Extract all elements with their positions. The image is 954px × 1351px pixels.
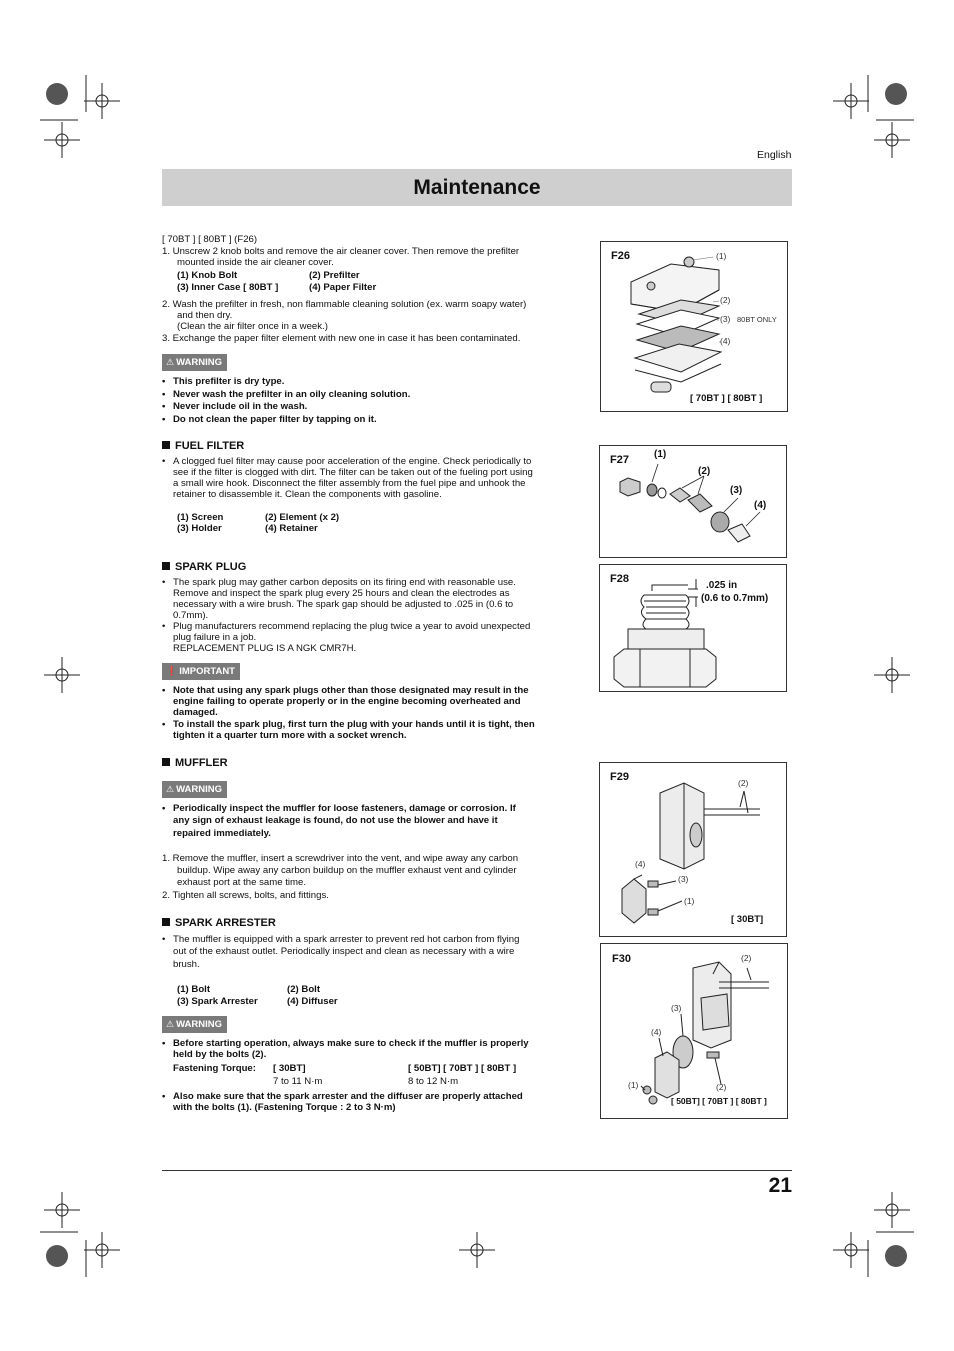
f26-callout-2: (2) [720,295,731,305]
muffler-warning-line-3: repaired immediately. [173,828,271,839]
torque-value-a: 7 to 11 N·m [273,1076,323,1087]
spark-arrester-warning-1b: held by the bolts (2). [173,1049,267,1060]
figure-f30 [600,943,788,1119]
air-filter-warning-3: • Never include oil in the wash. [173,401,307,412]
f26-callout-4: (4) [720,336,731,346]
air-filter-illustration [601,242,787,411]
spark-arrester-line-2: out of the exhaust outlet. Periodically inspect and clean as necessary with a wire [173,946,515,957]
f27-callout-4: (4) [754,500,767,511]
important-badge-label: IMPORTANT [179,666,235,677]
spark-arrester-part-4: (4) Diffuser [287,996,338,1007]
fuel-filter-part-3: (3) Holder [177,523,222,534]
figure-f29 [599,762,787,937]
fuel-filter-part-1: (1) Screen [177,512,224,523]
spark-plug-line-5: • Plug manufacturers recommend replacing the plug twice a year to avoid unexpected [173,621,530,632]
figure-f28 [599,564,787,692]
torque-label: Fastening Torque: [173,1063,256,1074]
fuel-filter-line-1: • A clogged fuel filter may cause poor acceleration of the engine. Check periodically to [173,456,531,467]
air-filter-step1-line2: mounted inside the air cleaner cover. [177,257,334,268]
spark-arrester-heading: SPARK ARRESTER [162,917,276,929]
air-filter-warning-2: • Never wash the prefilter in an oily cleaning solution. [173,389,410,400]
muffler-heading: MUFFLER [162,757,228,769]
spark-plug-line-6: plug failure in a job. [173,632,257,643]
figure-f28-label: F28 [610,573,629,585]
air-filter-part-2: (2) Prefilter [309,270,360,281]
figure-f27 [599,445,787,558]
fuel-filter-line-4: retainer to disassemble it. Clean the components with gasoline. [173,489,442,500]
exclamation-circle-icon: ❗ [166,666,178,676]
muffler-warning-label: WARNING [176,784,222,795]
f30-callout-3: (3) [671,1003,682,1013]
f29-callout-3: (3) [678,874,689,884]
spark-arrester-warning-1a: • Before starting operation, always make sure to check if the muffler is properly [173,1038,529,1049]
f27-callout-2: (2) [698,466,711,477]
spark-arrester-line-1: • The muffler is equipped with a spark arrester to prevent red hot carbon from flying [173,934,519,945]
spark-arrester-warning-2a: • Also make sure that the spark arrester and the diffuser are properly attached [173,1091,523,1102]
spark-plug-important-1a: • Note that using any spark plugs other than those designated may result in the [173,685,529,696]
spark-plug-important-1b: engine failing to operate properly or in the engine becoming overheated and [173,696,521,707]
fuel-filter-heading: FUEL FILTER [162,440,244,452]
spark-plug-important-1c: damaged. [173,707,218,718]
f30-callout-2-bottom: (2) [716,1082,727,1092]
air-filter-step2-line2: and then dry. [177,310,233,321]
fuel-filter-line-3: a small wire hook. Disconnect the filter assembly from the fuel pipe and unhook the [173,478,526,489]
spark-plug-line-4: 0.7mm). [173,610,209,621]
warning-badge [162,354,227,371]
warning-triangle-icon: ⚠ [166,1019,175,1029]
warning-badge-label: WARNING [176,357,222,368]
muffler-30bt-illustration [600,763,786,936]
spark-plug-important-2a: • To install the spark plug, first turn the plug with your hands until it is tight, then [173,719,535,730]
figure-f27-label: F27 [610,454,629,466]
f30-models: [ 50BT] [ 70BT ] [ 80BT ] [671,1096,767,1106]
f29-callout-1: (1) [684,896,695,906]
air-filter-step2-line1: 2. Wash the prefilter in fresh, non flammable cleaning solution (ex. warm soapy water) [162,299,527,310]
f26-callout-1: (1) [716,251,727,261]
figure-f26-label: F26 [611,250,630,262]
warning-triangle-icon: ⚠ [166,357,175,367]
spark-plug-important-2b: tighten it a quarter turn more with a socket wrench. [173,730,407,741]
f27-callout-3: (3) [730,485,743,496]
muffler-50bt-80bt-illustration [601,944,787,1118]
air-filter-warning-4: • Do not clean the paper filter by tapping on it. [173,414,377,425]
f27-callout-1: (1) [654,449,667,460]
spark-plug-line-7: REPLACEMENT PLUG IS A NGK CMR7H. [173,643,357,654]
spark-plug-line-3: necessary with a wire brush. The spark gap should be adjusted to .025 in (0.6 to [173,599,514,610]
language-label: English [757,149,792,161]
spark-arrester-warning-badge [162,1016,227,1033]
f26-callout-3-note: 80BT ONLY [737,315,777,324]
page-number: 21 [768,1174,792,1197]
air-filter-warning-1: • This prefilter is dry type. [173,376,284,387]
figure-f29-label: F29 [610,771,629,783]
fuel-filter-line-2: see if the filter is clogged with dirt. The filter can be taken out of the fueling port using [173,467,533,478]
f30-callout-2-top: (2) [741,953,752,963]
fuel-filter-part-4: (4) Retainer [265,523,318,534]
torque-model-a: [ 30BT] [273,1063,306,1074]
important-badge [162,663,240,680]
air-filter-intro: [ 70BT ] [ 80BT ] (F26) [162,234,258,245]
page-title: Maintenance [413,176,541,199]
air-filter-part-3: (3) Inner Case [ 80BT ] [177,282,279,293]
air-filter-part-1: (1) Knob Bolt [177,270,238,281]
muffler-step1-line2: buildup. Wipe away any carbon buildup on the muffler exhaust vent and cylinder [177,865,517,876]
torque-model-b: [ 50BT] [ 70BT ] [ 80BT ] [408,1063,517,1074]
f30-callout-4: (4) [651,1027,662,1037]
f28-gap-mm: (0.6 to 0.7mm) [701,593,769,604]
warning-triangle-icon: ⚠ [166,784,175,794]
fuel-filter-part-2: (2) Element (x 2) [265,512,340,523]
figure-f30-label: F30 [612,953,631,965]
muffler-warning-line-1: • Periodically inspect the muffler for loose fasteners, damage or corrosion. If [173,803,516,814]
air-filter-step1-line1: 1. Unscrew 2 knob bolts and remove the air cleaner cover. Then remove the prefilter [162,246,520,257]
spark-arrester-warning-2b: with the bolts (1). (Fastening Torque : 2 to 3 N·m) [173,1102,396,1113]
footer-rule [162,1170,792,1171]
f26-callout-3: (3) [720,314,731,324]
figure-f26 [600,241,788,412]
spark-arrester-part-3: (3) Spark Arrester [177,996,258,1007]
f30-callout-1: (1) [628,1080,639,1090]
f29-callout-2: (2) [738,778,749,788]
f29-models: [ 30BT] [731,914,764,925]
spark-arrester-warning-label: WARNING [176,1019,222,1030]
air-filter-step3: 3. Exchange the paper filter element with new one in case it has been contaminated. [162,333,521,344]
muffler-warning-line-2: any sign of exhaust leakage is found, do not use the blower and have it [173,815,498,826]
spark-arrester-part-2: (2) Bolt [287,984,321,995]
spark-plug-line-1: • The spark plug may gather carbon deposits on its firing end with reasonable use. [173,577,516,588]
spark-plug-heading: SPARK PLUG [162,561,246,573]
muffler-step1-line3: exhaust port at the same time. [177,877,307,888]
torque-value-b: 8 to 12 N·m [408,1076,459,1087]
f28-gap-inch: .025 in [706,580,738,591]
f29-callout-4: (4) [635,859,646,869]
muffler-step2: 2. Tighten all screws, bolts, and fittings. [162,890,329,901]
spark-arrester-part-1: (1) Bolt [177,984,211,995]
muffler-warning-badge [162,781,227,798]
title-bar [162,169,792,206]
air-filter-step2-line3: (Clean the air filter once in a week.) [177,321,328,332]
f26-models: [ 70BT ] [ 80BT ] [690,393,763,404]
spark-plug-line-2: Remove and inspect the spark plug every 25 hours and clean the electrodes as [173,588,510,599]
air-filter-part-4: (4) Paper Filter [309,282,377,293]
spark-arrester-line-3: brush. [173,959,200,970]
muffler-step1-line1: 1. Remove the muffler, insert a screwdriver into the vent, and wipe away any carbon [162,853,519,864]
